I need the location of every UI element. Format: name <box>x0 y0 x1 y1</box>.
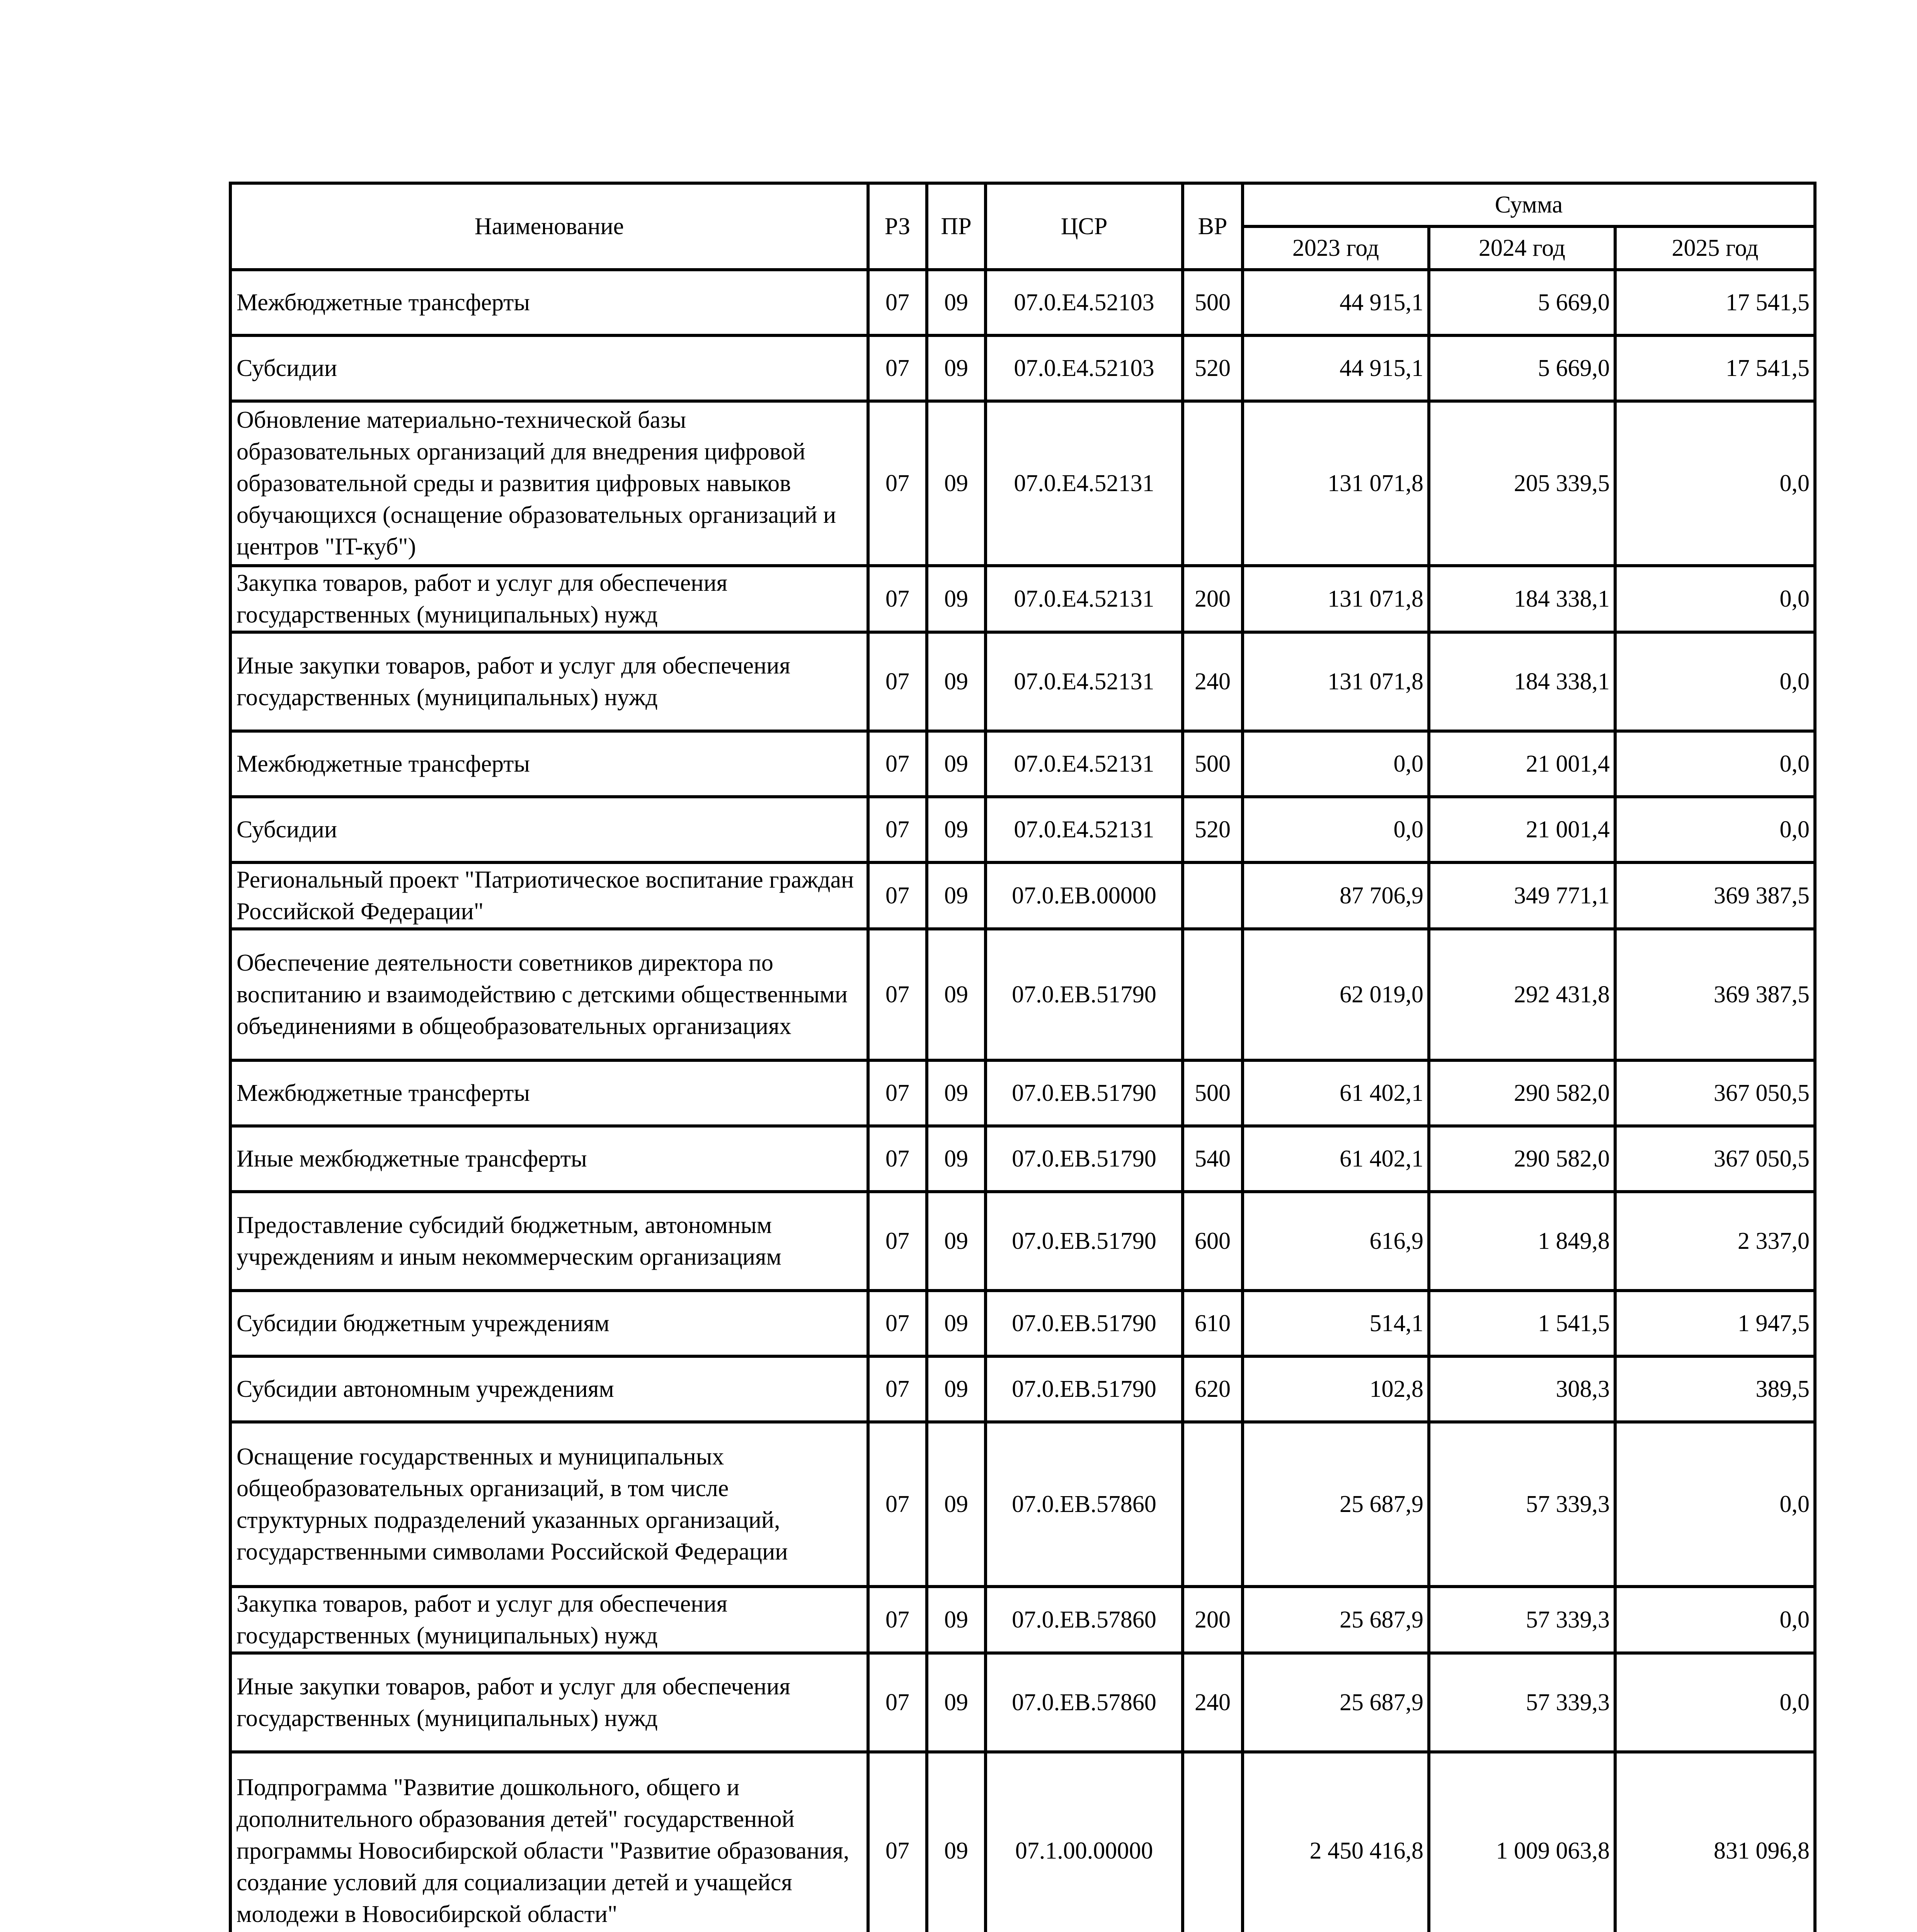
cell-name: Субсидии бюджетным учреждениям <box>230 1291 868 1356</box>
cell-sum-2025: 0,0 <box>1615 731 1815 797</box>
cell-vr <box>1183 1752 1243 1932</box>
table-row <box>230 1587 1815 1653</box>
table-row <box>230 1422 1815 1587</box>
table-row <box>230 1126 1815 1192</box>
cell-rz: 07 <box>868 335 927 401</box>
cell-vr: 240 <box>1183 632 1243 731</box>
cell-rz: 07 <box>868 929 927 1060</box>
table-row <box>230 401 1815 566</box>
cell-pr: 09 <box>927 1060 986 1126</box>
header-2024: 2024 год <box>1429 226 1615 270</box>
cell-sum-2023: 25 687,9 <box>1243 1587 1429 1653</box>
cell-pr: 09 <box>927 1356 986 1422</box>
cell-sum-2025: 369 387,5 <box>1615 862 1815 929</box>
cell-sum-2025: 1 947,5 <box>1615 1291 1815 1356</box>
cell-sum-2025: 0,0 <box>1615 401 1815 566</box>
cell-csr: 07.0.Е4.52131 <box>986 401 1183 566</box>
table-body <box>230 270 1815 1932</box>
table-row <box>230 1060 1815 1126</box>
cell-vr <box>1183 401 1243 566</box>
cell-sum-2025: 0,0 <box>1615 632 1815 731</box>
cell-name: Межбюджетные трансферты <box>230 731 868 797</box>
cell-pr: 09 <box>927 335 986 401</box>
cell-csr: 07.0.Е4.52131 <box>986 797 1183 862</box>
cell-sum-2023: 25 687,9 <box>1243 1653 1429 1752</box>
cell-sum-2024: 21 001,4 <box>1429 797 1615 862</box>
cell-pr: 09 <box>927 731 986 797</box>
cell-csr: 07.0.Е4.52131 <box>986 731 1183 797</box>
cell-pr: 09 <box>927 797 986 862</box>
cell-sum-2024: 1 541,5 <box>1429 1291 1615 1356</box>
table-row <box>230 929 1815 1060</box>
cell-pr: 09 <box>927 1192 986 1291</box>
cell-sum-2025: 369 387,5 <box>1615 929 1815 1060</box>
cell-sum-2023: 87 706,9 <box>1243 862 1429 929</box>
cell-sum-2024: 57 339,3 <box>1429 1422 1615 1587</box>
cell-rz: 07 <box>868 1126 927 1192</box>
cell-name: Обновление материально-технической базы образовательных организаций для внедрения цифровой образовательной среды и развития цифровых навыков обучающихся (оснащение образовательных организаций и центров "IT-куб") <box>230 401 868 566</box>
cell-sum-2023: 0,0 <box>1243 797 1429 862</box>
cell-sum-2024: 5 669,0 <box>1429 335 1615 401</box>
cell-name: Субсидии <box>230 335 868 401</box>
cell-sum-2024: 290 582,0 <box>1429 1126 1615 1192</box>
cell-sum-2023: 514,1 <box>1243 1291 1429 1356</box>
cell-rz: 07 <box>868 632 927 731</box>
cell-rz: 07 <box>868 270 927 335</box>
cell-sum-2024: 21 001,4 <box>1429 731 1615 797</box>
cell-pr: 09 <box>927 401 986 566</box>
header-row-top <box>230 183 1815 226</box>
table-row <box>230 731 1815 797</box>
cell-csr: 07.0.ЕВ.51790 <box>986 929 1183 1060</box>
header-2023: 2023 год <box>1243 226 1429 270</box>
cell-name: Иные закупки товаров, работ и услуг для обеспечения государственных (муниципальных) нужд <box>230 1653 868 1752</box>
cell-csr: 07.0.Е4.52103 <box>986 335 1183 401</box>
cell-pr: 09 <box>927 632 986 731</box>
cell-name: Закупка товаров, работ и услуг для обеспечения государственных (муниципальных) нужд <box>230 566 868 632</box>
cell-pr: 09 <box>927 1291 986 1356</box>
cell-pr: 09 <box>927 929 986 1060</box>
header-rz: РЗ <box>868 183 927 270</box>
cell-name: Межбюджетные трансферты <box>230 270 868 335</box>
cell-vr <box>1183 1422 1243 1587</box>
header-sum: Сумма <box>1243 183 1815 226</box>
cell-rz: 07 <box>868 566 927 632</box>
cell-sum-2023: 61 402,1 <box>1243 1060 1429 1126</box>
cell-sum-2025: 389,5 <box>1615 1356 1815 1422</box>
cell-name: Иные закупки товаров, работ и услуг для обеспечения государственных (муниципальных) нужд <box>230 632 868 731</box>
cell-pr: 09 <box>927 1126 986 1192</box>
table-row <box>230 566 1815 632</box>
cell-sum-2023: 131 071,8 <box>1243 566 1429 632</box>
cell-sum-2023: 131 071,8 <box>1243 401 1429 566</box>
table-row <box>230 1356 1815 1422</box>
cell-name: Субсидии <box>230 797 868 862</box>
cell-csr: 07.0.ЕВ.57860 <box>986 1422 1183 1587</box>
cell-pr: 09 <box>927 1422 986 1587</box>
cell-sum-2025: 0,0 <box>1615 1587 1815 1653</box>
cell-pr: 09 <box>927 270 986 335</box>
cell-sum-2023: 102,8 <box>1243 1356 1429 1422</box>
header-pr: ПР <box>927 183 986 270</box>
cell-csr: 07.0.ЕВ.51790 <box>986 1060 1183 1126</box>
cell-rz: 07 <box>868 1060 927 1126</box>
cell-sum-2023: 62 019,0 <box>1243 929 1429 1060</box>
cell-vr: 500 <box>1183 270 1243 335</box>
cell-sum-2025: 367 050,5 <box>1615 1060 1815 1126</box>
cell-sum-2025: 367 050,5 <box>1615 1126 1815 1192</box>
cell-sum-2025: 831 096,8 <box>1615 1752 1815 1932</box>
cell-sum-2024: 290 582,0 <box>1429 1060 1615 1126</box>
cell-sum-2025: 17 541,5 <box>1615 270 1815 335</box>
cell-sum-2023: 2 450 416,8 <box>1243 1752 1429 1932</box>
cell-sum-2024: 292 431,8 <box>1429 929 1615 1060</box>
cell-pr: 09 <box>927 1653 986 1752</box>
cell-sum-2025: 17 541,5 <box>1615 335 1815 401</box>
cell-sum-2023: 25 687,9 <box>1243 1422 1429 1587</box>
cell-sum-2023: 61 402,1 <box>1243 1126 1429 1192</box>
table-row <box>230 1291 1815 1356</box>
cell-sum-2025: 0,0 <box>1615 1653 1815 1752</box>
cell-sum-2024: 184 338,1 <box>1429 566 1615 632</box>
header-2025: 2025 год <box>1615 226 1815 270</box>
cell-sum-2023: 44 915,1 <box>1243 270 1429 335</box>
cell-pr: 09 <box>927 862 986 929</box>
cell-csr: 07.0.Е4.52131 <box>986 632 1183 731</box>
cell-rz: 07 <box>868 1192 927 1291</box>
cell-sum-2025: 0,0 <box>1615 566 1815 632</box>
cell-vr: 500 <box>1183 731 1243 797</box>
cell-name: Обеспечение деятельности советников директора по воспитанию и взаимодействию с детскими общественными объединениями в общеобразовательных организациях <box>230 929 868 1060</box>
table-row <box>230 270 1815 335</box>
cell-sum-2023: 616,9 <box>1243 1192 1429 1291</box>
cell-csr: 07.0.ЕВ.51790 <box>986 1126 1183 1192</box>
cell-name: Закупка товаров, работ и услуг для обеспечения государственных (муниципальных) нужд <box>230 1587 868 1653</box>
table-row <box>230 1752 1815 1932</box>
cell-vr: 600 <box>1183 1192 1243 1291</box>
cell-rz: 07 <box>868 731 927 797</box>
cell-rz: 07 <box>868 1587 927 1653</box>
cell-rz: 07 <box>868 797 927 862</box>
cell-pr: 09 <box>927 1587 986 1653</box>
cell-sum-2024: 5 669,0 <box>1429 270 1615 335</box>
cell-vr: 500 <box>1183 1060 1243 1126</box>
budget-table <box>229 182 1817 1932</box>
cell-rz: 07 <box>868 1291 927 1356</box>
table-row <box>230 797 1815 862</box>
cell-vr: 540 <box>1183 1126 1243 1192</box>
cell-sum-2024: 1 009 063,8 <box>1429 1752 1615 1932</box>
table-row <box>230 335 1815 401</box>
cell-rz: 07 <box>868 1422 927 1587</box>
cell-rz: 07 <box>868 862 927 929</box>
cell-vr: 520 <box>1183 797 1243 862</box>
cell-name: Межбюджетные трансферты <box>230 1060 868 1126</box>
cell-pr: 09 <box>927 1752 986 1932</box>
cell-sum-2023: 131 071,8 <box>1243 632 1429 731</box>
cell-sum-2023: 44 915,1 <box>1243 335 1429 401</box>
cell-name: Субсидии автономным учреждениям <box>230 1356 868 1422</box>
cell-sum-2024: 57 339,3 <box>1429 1653 1615 1752</box>
cell-csr: 07.0.ЕВ.51790 <box>986 1192 1183 1291</box>
cell-sum-2025: 0,0 <box>1615 1422 1815 1587</box>
cell-name: Региональный проект "Патриотическое воспитание граждан Российской Федерации" <box>230 862 868 929</box>
cell-name: Подпрограмма "Развитие дошкольного, общего и дополнительного образования детей" государственной программы Новосибирской области "Развитие образования, создание условий для социализации детей и учащейся молодежи в Новосибирской области" <box>230 1752 868 1932</box>
table-row <box>230 632 1815 731</box>
cell-vr: 240 <box>1183 1653 1243 1752</box>
table-row <box>230 1192 1815 1291</box>
cell-csr: 07.1.00.00000 <box>986 1752 1183 1932</box>
cell-sum-2024: 184 338,1 <box>1429 632 1615 731</box>
cell-csr: 07.0.Е4.52131 <box>986 566 1183 632</box>
cell-name: Предоставление субсидий бюджетным, автономным учреждениям и иным некоммерческим организациям <box>230 1192 868 1291</box>
cell-sum-2025: 0,0 <box>1615 797 1815 862</box>
cell-sum-2024: 349 771,1 <box>1429 862 1615 929</box>
cell-name: Иные межбюджетные трансферты <box>230 1126 868 1192</box>
cell-csr: 07.0.ЕВ.51790 <box>986 1291 1183 1356</box>
cell-vr: 520 <box>1183 335 1243 401</box>
cell-vr <box>1183 862 1243 929</box>
header-csr: ЦСР <box>986 183 1183 270</box>
cell-csr: 07.0.ЕВ.51790 <box>986 1356 1183 1422</box>
cell-vr: 620 <box>1183 1356 1243 1422</box>
header-vr: ВР <box>1183 183 1243 270</box>
cell-vr <box>1183 929 1243 1060</box>
cell-vr: 610 <box>1183 1291 1243 1356</box>
cell-sum-2024: 308,3 <box>1429 1356 1615 1422</box>
cell-rz: 07 <box>868 1653 927 1752</box>
table-row <box>230 1653 1815 1752</box>
cell-csr: 07.0.ЕВ.57860 <box>986 1587 1183 1653</box>
cell-rz: 07 <box>868 401 927 566</box>
cell-sum-2024: 205 339,5 <box>1429 401 1615 566</box>
cell-csr: 07.0.Е4.52103 <box>986 270 1183 335</box>
cell-pr: 09 <box>927 566 986 632</box>
cell-sum-2025: 2 337,0 <box>1615 1192 1815 1291</box>
cell-sum-2024: 57 339,3 <box>1429 1587 1615 1653</box>
cell-sum-2024: 1 849,8 <box>1429 1192 1615 1291</box>
cell-rz: 07 <box>868 1752 927 1932</box>
header-name: Наименование <box>230 183 868 270</box>
cell-vr: 200 <box>1183 1587 1243 1653</box>
cell-csr: 07.0.ЕВ.57860 <box>986 1653 1183 1752</box>
cell-rz: 07 <box>868 1356 927 1422</box>
cell-name: Оснащение государственных и муниципальных общеобразовательных организаций, в том числе структурных подразделений указанных организаций, государственными символами Российской Федерации <box>230 1422 868 1587</box>
cell-vr: 200 <box>1183 566 1243 632</box>
cell-csr: 07.0.ЕВ.00000 <box>986 862 1183 929</box>
cell-sum-2023: 0,0 <box>1243 731 1429 797</box>
table-row <box>230 862 1815 929</box>
